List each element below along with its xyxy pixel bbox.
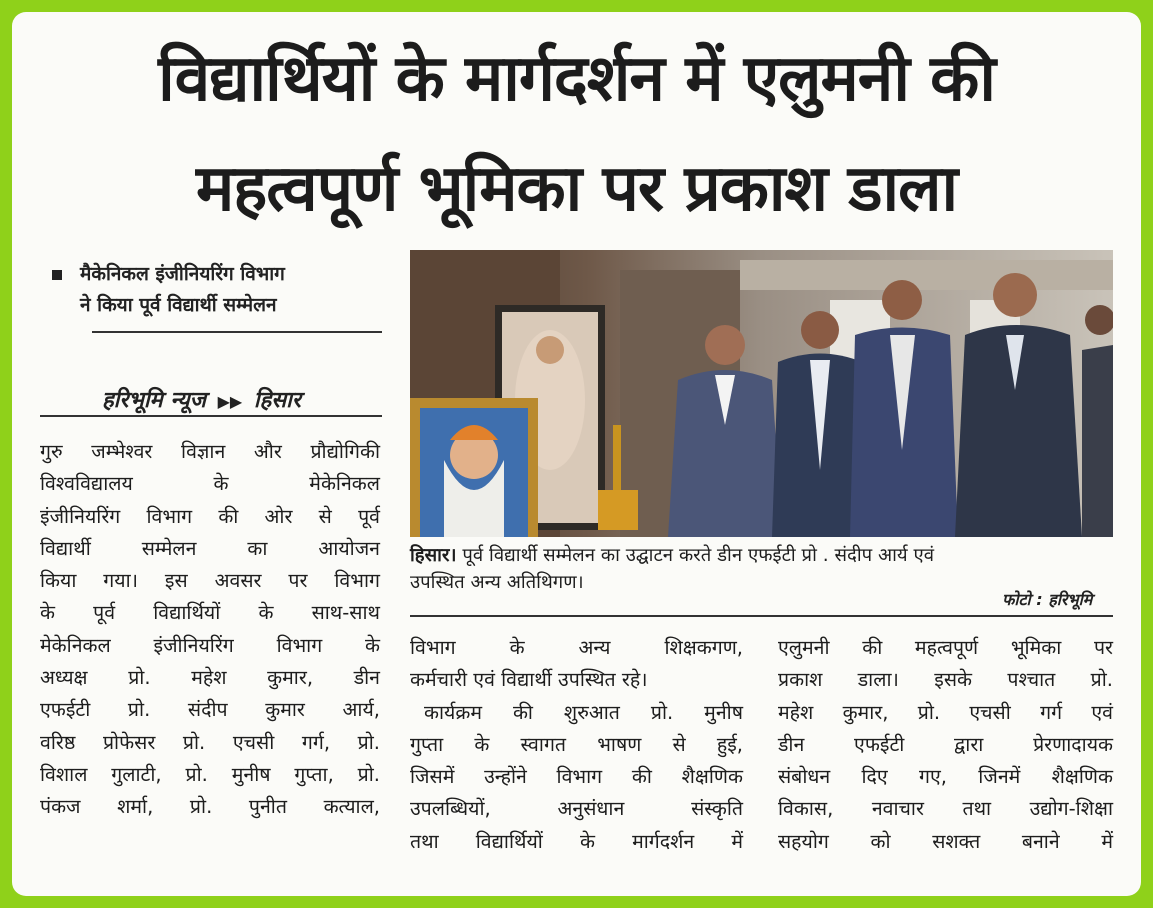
caption-text-2: उपस्थित अन्य अतिथिगण। bbox=[410, 572, 584, 593]
article-line: विद्यार्थी सम्मेलन का आयोजन bbox=[40, 536, 380, 560]
article-line: संबोधन दिए गए, जिनमें शैक्षणिक bbox=[778, 765, 1113, 789]
article-line: कार्यक्रम की शुरुआत प्रो. मुनीष bbox=[424, 700, 743, 724]
newspaper-clipping bbox=[12, 12, 1141, 896]
article-line: डीन एफईटी द्वारा प्रेरणादायक bbox=[778, 732, 1113, 756]
caption-text-1: पूर्व विद्यार्थी सम्मेलन का उद्घाटन करते डीन एफईटी प्रो . संदीप आर्य एवं bbox=[456, 545, 935, 566]
article-line: कर्मचारी एवं विद्यार्थी उपस्थित रहे। bbox=[410, 668, 648, 692]
divider bbox=[40, 415, 382, 417]
divider bbox=[410, 615, 1113, 617]
article-line: अध्यक्ष प्रो. महेश कुमार, डीन bbox=[40, 666, 380, 690]
subheadline-line-1: मैकेनिकल इंजीनियरिंग विभाग bbox=[80, 263, 285, 285]
byline bbox=[102, 384, 301, 414]
caption-city: हिसार। bbox=[410, 545, 457, 566]
bullet-square-icon bbox=[52, 270, 62, 280]
article-line: के पूर्व विद्यार्थियों के साथ-साथ bbox=[40, 601, 380, 625]
article-line: गुरु जम्भेश्वर विज्ञान और प्रौद्योगिकी bbox=[40, 440, 380, 463]
article-line: किया गया। इस अवसर पर विभाग bbox=[40, 569, 380, 593]
subheadline bbox=[52, 259, 382, 321]
article-line: सहयोग को सशक्त बनाने में bbox=[778, 829, 1113, 853]
article-line: इंजीनियरिंग विभाग की ओर से पूर्व bbox=[40, 504, 380, 528]
double-arrow-icon: ▶▶ bbox=[217, 392, 243, 411]
article-line: जिसमें उन्होंने विभाग की शैक्षणिक bbox=[410, 765, 743, 789]
divider bbox=[92, 331, 382, 333]
article-line: विभाग के अन्य शिक्षकगण, bbox=[410, 636, 743, 659]
article-column-2 bbox=[410, 632, 743, 858]
article-line: विकास, नवाचार तथा उद्योग-शिक्षा bbox=[778, 797, 1113, 821]
article-line: मेकेनिकल इंजीनियरिंग विभाग के bbox=[40, 633, 380, 657]
article-line: एफईटी प्रो. संदीप कुमार आर्य, bbox=[40, 698, 380, 722]
article-line: विशाल गुलाटी, प्रो. मुनीष गुप्ता, प्रो. bbox=[40, 762, 380, 786]
article-line: उपलब्धियों, अनुसंधान संस्कृति bbox=[410, 797, 743, 821]
article-line: तथा विद्यार्थियों के मार्गदर्शन में bbox=[410, 829, 743, 853]
event-photo bbox=[410, 250, 1113, 537]
byline-source: हरिभूमि न्यूज bbox=[102, 388, 206, 413]
article-line: पंकज शर्मा, प्रो. पुनीत कत्याल, bbox=[40, 795, 380, 819]
headline-line-1: विद्यार्थियों के मार्गदर्शन में एलुमनी की bbox=[158, 42, 995, 116]
article-line: प्रकाश डाला। इसके पश्चात प्रो. bbox=[778, 668, 1113, 692]
article-line: एलुमनी की महत्वपूर्ण भूमिका पर bbox=[778, 636, 1113, 659]
headline-line-2: महत्वपूर्ण भूमिका पर प्रकाश डाला bbox=[195, 152, 958, 226]
article-line: विश्वविद्यालय के मेकेनिकल bbox=[40, 472, 380, 496]
subheadline-line-2: ने किया पूर्व विद्यार्थी सम्मेलन bbox=[80, 294, 277, 316]
photo-credit: फोटो : हरिभूमि bbox=[1002, 590, 1093, 609]
article-line: गुप्ता के स्वागत भाषण से हुई, bbox=[410, 732, 743, 756]
article-column-1 bbox=[40, 436, 380, 824]
byline-place: हिसार bbox=[253, 388, 301, 413]
article-line: महेश कुमार, प्रो. एचसी गर्ग एवं bbox=[778, 700, 1113, 724]
photo-illustration bbox=[410, 250, 1113, 537]
article-column-3 bbox=[778, 632, 1113, 858]
article-line: वरिष्ठ प्रोफेसर प्रो. एचसी गर्ग, प्रो. bbox=[40, 730, 380, 754]
